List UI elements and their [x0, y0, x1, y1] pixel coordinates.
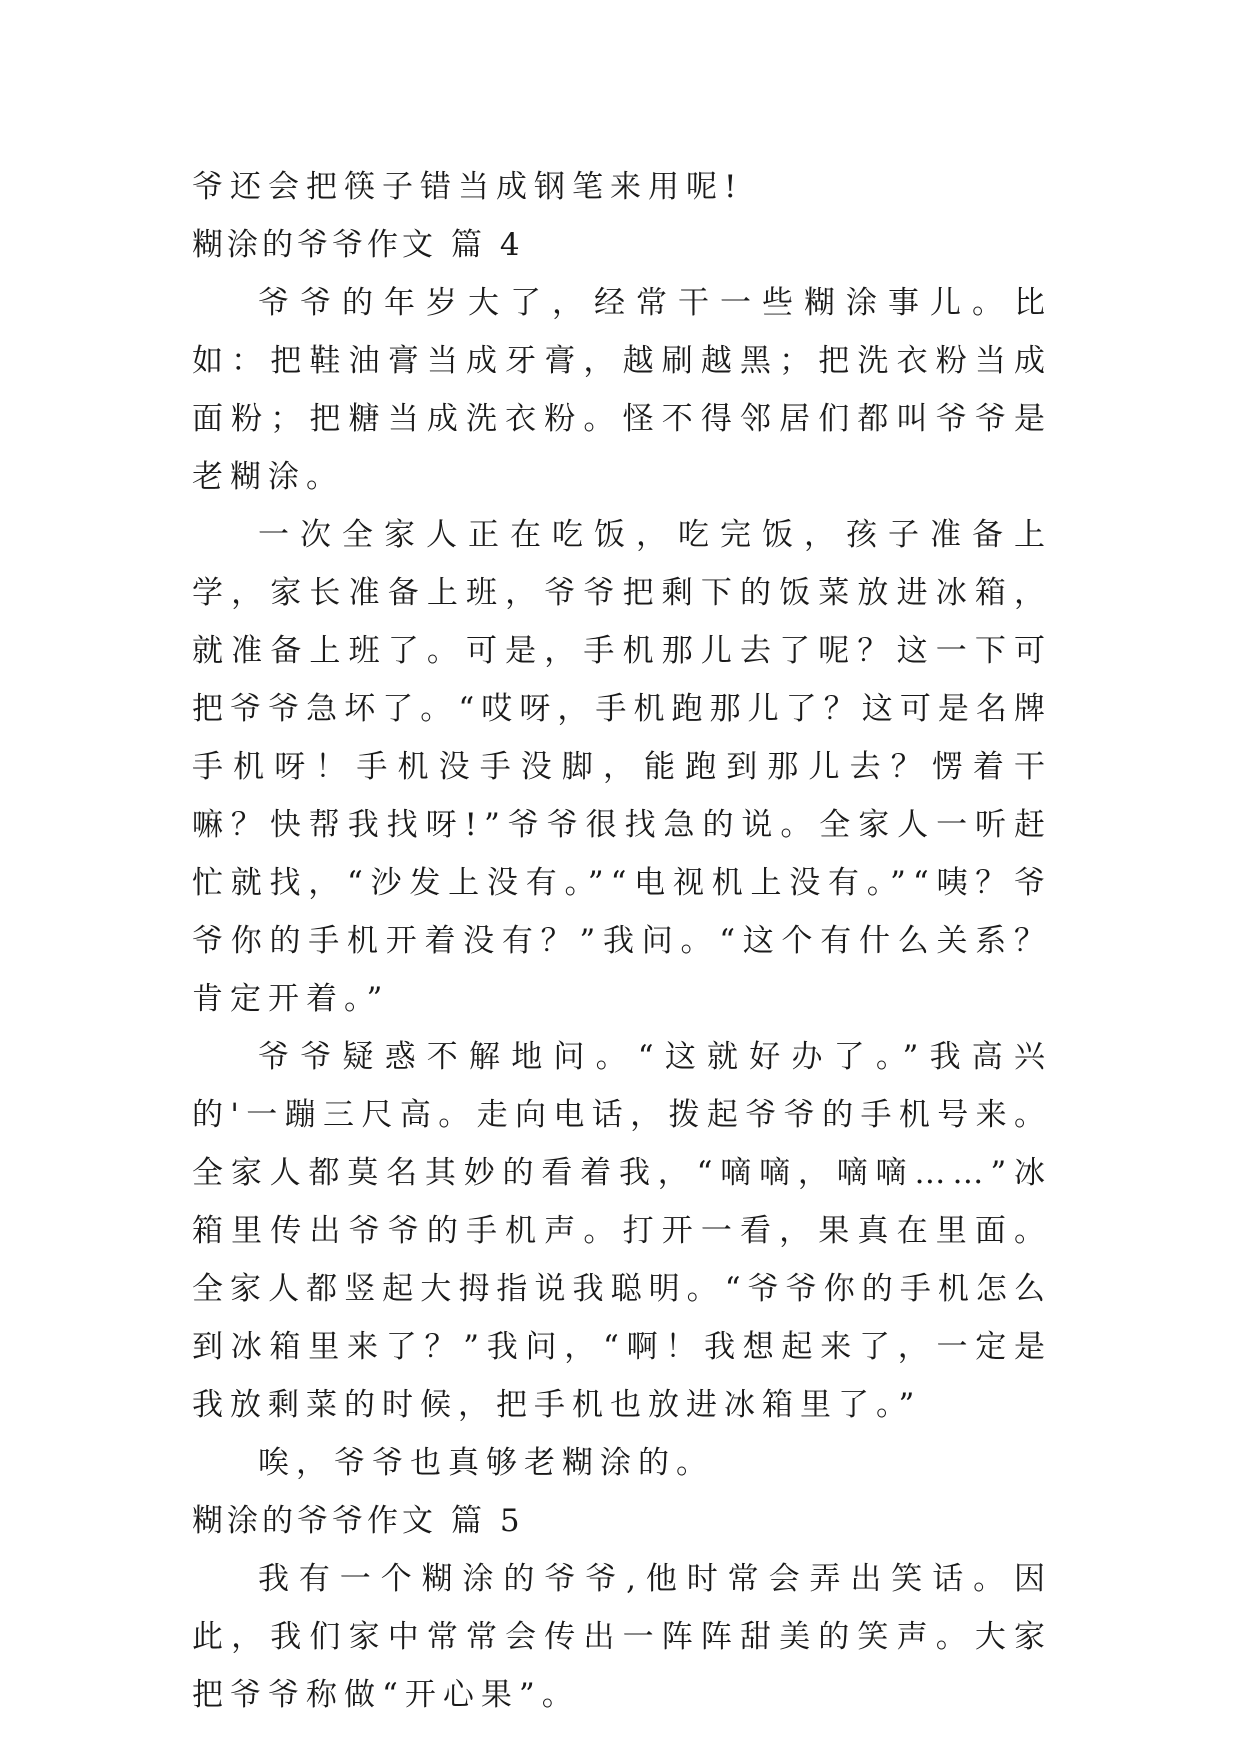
paragraph: 唉，爷爷也真够老糊涂的。: [258, 1445, 714, 1481]
document-body: [192, 158, 1052, 1724]
paragraph: 爷爷疑惑不解地问。“这就好办了。”我高兴的'一蹦三尺高。走向电话，拨起爷爷的手机号来。全家人都莫名其妙的看着我，“嘀嘀，嘀嘀……”冰箱里传出爷爷的手机声。打开一看，果真在里面。全家人都竖起大拇指说我聪明。“爷爷你的手机怎么到冰箱里来了？”我问，“啊！我想起来了，一定是我放剩菜的时候，把手机也放进冰箱里了。”: [192, 1039, 1052, 1423]
section-label: 篇 4: [451, 227, 524, 263]
paragraph: 一次全家人正在吃饭，吃完饭，孩子准备上学，家长准备上班，爷爷把剩下的饭菜放进冰箱，就准备上班了。可是，手机那儿去了呢？这一下可把爷爷急坏了。“哎呀，手机跑那儿了？这可是名牌手机呀！手机没手没脚，能跑到那儿去？愣着干嘛？快帮我找呀!”爷爷很找急的说。全家人一听赶忙就找，“沙发上没有。”“电视机上没有。”“咦？爷爷你的手机开着没有？”我问。“这个有什么关系？肯定开着。”: [192, 517, 1052, 1017]
section-heading-5: [192, 1492, 1052, 1550]
section-heading-4: [192, 216, 1052, 274]
continuation-text: 爷还会把筷子错当成钢笔来用呢!: [192, 169, 744, 205]
paragraph: 爷爷的年岁大了，经常干一些糊涂事儿。比如：把鞋油膏当成牙膏，越刷越黑；把洗衣粉当成面粉；把糖当成洗衣粉。怪不得邻居们都叫爷爷是老糊涂。: [192, 285, 1052, 495]
section-title: 糊涂的爷爷作文: [192, 227, 437, 263]
paragraph: 我有一个糊涂的爷爷,他时常会弄出笑话。因此，我们家中常常会传出一阵阵甜美的笑声。大家把爷爷称做“开心果”。: [192, 1561, 1052, 1713]
section-label: 篇 5: [451, 1503, 524, 1539]
section-title: 糊涂的爷爷作文: [192, 1503, 437, 1539]
